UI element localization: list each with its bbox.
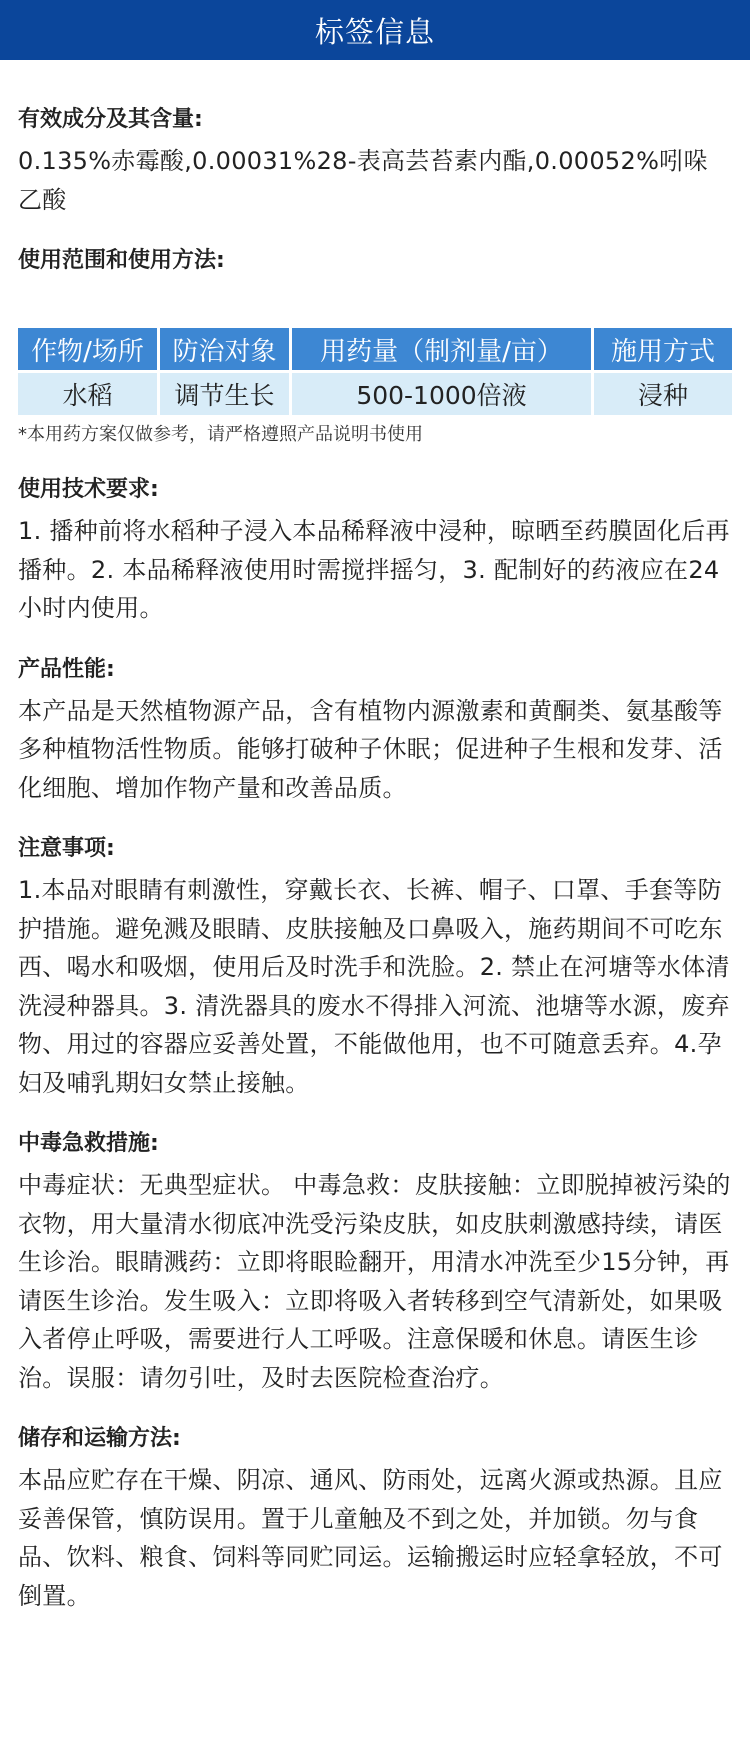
dose-table-header-target: 防治对象 — [160, 328, 289, 370]
label-content — [0, 102, 750, 1615]
ingredients-title: 有效成分及其含量: — [18, 107, 203, 132]
first-aid-text: 中毒症状：无典型症状。 中毒急救：皮肤接触：立即脱掉被污染的衣物，用大量清水彻底冲洗受污染皮肤，如皮肤刺激感持续，请医生诊治。眼睛溅药：立即将眼睑翻开，用清水冲洗至少15分钟，再请医生诊治。发生吸入：立即将吸入者转移到空气清新处，如果吸入者停止呼吸，需要进行人工呼吸。注意保暖和休息。请医生诊治。误服：请勿引吐，及时去医院检查治疗。 — [18, 1171, 731, 1392]
dose-table-header-crop: 作物/场所 — [18, 328, 157, 370]
dose-table — [15, 325, 735, 418]
performance-section — [18, 652, 732, 808]
storage-title: 储存和运输方法: — [18, 1426, 181, 1451]
cautions-title: 注意事项: — [18, 836, 115, 861]
tech-section — [18, 472, 732, 628]
performance-title: 产品性能: — [18, 656, 115, 682]
table-row — [18, 373, 732, 415]
dose-table-cell-method: 浸种 — [594, 373, 732, 415]
storage-text: 本品应贮存在干燥、阴凉、通风、防雨处，远离火源或热源。且应妥善保管，慎防误用。置于儿童触及不到之处，并加锁。勿与食品、饮料、粮食、饲料等同贮同运。运输搬运时应轻拿轻放，不可倒置。 — [18, 1466, 723, 1610]
cautions-section — [18, 831, 732, 1102]
first-aid-section — [18, 1126, 732, 1397]
tech-title: 使用技术要求: — [18, 477, 159, 502]
first-aid-title: 中毒急救措施: — [18, 1131, 159, 1156]
ingredients-text: 0.135%赤霉酸,0.00031%28-表高芸苔素内酯,0.00052%吲哚乙酸 — [18, 147, 708, 214]
page-header — [0, 0, 750, 60]
dose-table-cell-dosage: 500-1000倍液 — [292, 373, 591, 415]
usage-section — [18, 243, 732, 279]
ingredients-section — [18, 102, 732, 219]
tech-text: 1. 播种前将水稻种子浸入本品稀释液中浸种，晾晒至药膜固化后再播种。2. 本品稀释液使用时需搅拌摇匀，3. 配制好的药液应在24小时内使用。 — [18, 517, 730, 622]
usage-title: 使用范围和使用方法: — [18, 248, 225, 273]
storage-section — [18, 1421, 732, 1615]
dose-table-cell-target: 调节生长 — [160, 373, 289, 415]
cautions-text: 1.本品对眼睛有刺激性，穿戴长衣、长裤、帽子、口罩、手套等防护措施。避免溅及眼睛、皮肤接触及口鼻吸入，施药期间不可吃东西、喝水和吸烟，使用后及时洗手和洗脸。2. 禁止在河塘等水体清洗浸种器具。3. 清洗器具的废水不得排入河流、池塘等水源，废弃物、用过的容器应妥善处置，不能做他用，也不可随意丢弃。4.孕妇及哺乳期妇女禁止接触。 — [18, 876, 730, 1097]
page-title: 标签信息 — [314, 14, 435, 49]
dose-table-header-method: 施用方式 — [594, 328, 732, 370]
dose-table-note: *本用药方案仅做参考，请严格遵照产品说明书使用 — [18, 424, 423, 445]
dose-table-header-dosage: 用药量（制剂量/亩） — [292, 328, 591, 370]
performance-text: 本产品是天然植物源产品，含有植物内源激素和黄酮类、氨基酸等多种植物活性物质。能够打破种子休眠；促进种子生根和发芽、活化细胞、增加作物产量和改善品质。 — [18, 696, 723, 802]
dose-table-cell-crop: 水稻 — [18, 373, 157, 415]
dose-table-header-row — [18, 328, 732, 370]
